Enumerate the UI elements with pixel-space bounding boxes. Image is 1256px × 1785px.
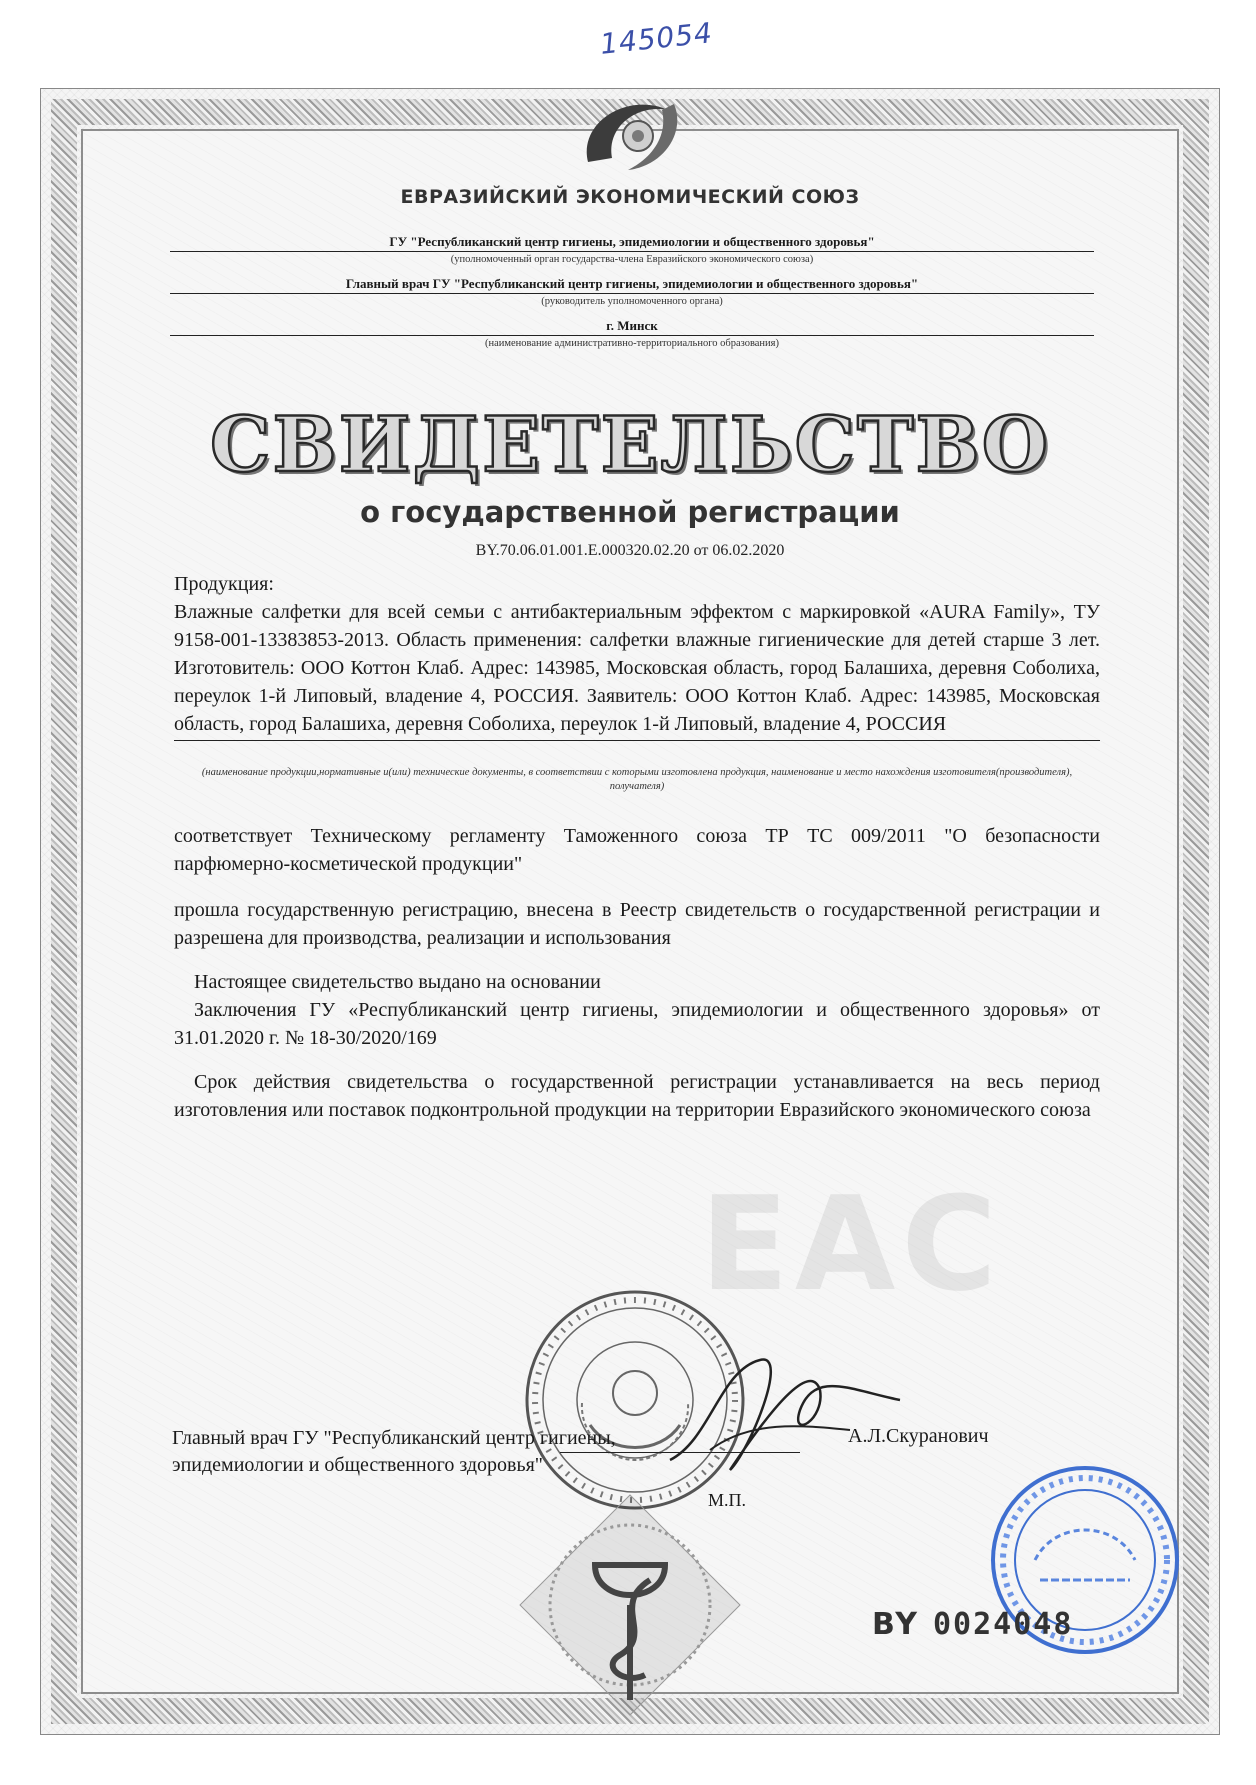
authority-head-caption: (руководитель уполномоченного органа) [541, 296, 723, 307]
product-caption: (наименование продукции,нормативные и(или) технические документы, в соответствии с которыми изготовлена продукция, наименование и место нахождения изготовителя(производителя), получателя) [201, 767, 1073, 792]
signer-position: Главный врач ГУ "Республиканский центр гигиены, эпидемиологии и общественного здоровья" [172, 1427, 616, 1476]
basis-intro: Настоящее свидетельство выдано на основании [194, 971, 601, 993]
registration-number: BY.70.06.01.001.E.000320.02.20 от 06.02.2020 [475, 542, 785, 559]
signer-name: А.Л.Скуранович [848, 1425, 989, 1447]
eaeu-logo-icon [568, 92, 694, 174]
serial-number [872, 1607, 1073, 1642]
authority-caption: (уполномоченный орган государства-члена Евразийского экономического союза) [450, 254, 814, 265]
certificate-title: СВИДЕТЕЛЬСТВО [210, 400, 1050, 489]
serial-digits: 0024048 [932, 1607, 1074, 1642]
union-name: ЕВРАЗИЙСКИЙ ЭКОНОМИЧЕСКИЙ СОЮЗ [400, 186, 860, 208]
serial-prefix: BY [872, 1607, 919, 1642]
authority-head: Главный врач ГУ "Республиканский центр гигиены, эпидемиологии и общественного здоровья" [170, 276, 1094, 294]
conformity-statement: соответствует Техническому регламенту Таможенного союза ТР ТС 009/2011 "О безопасности парфюмерно-косметической продукции" [174, 825, 1100, 875]
validity-statement: Срок действия свидетельства о государственной регистрации устанавливается на весь период изготовления или поставок подконтрольной продукции на территории Евразийского экономического союза [174, 1071, 1100, 1121]
signature-icon [650, 1330, 910, 1490]
authority-name: ГУ "Республиканский центр гигиены, эпидемиологии и общественного здоровья" [170, 234, 1094, 252]
city-caption: (наименование административно-территориального образования) [484, 338, 779, 349]
product-description: Влажные салфетки для всей семьи с антибактериальным эффектом с маркировкой «AURA Family», ТУ 9158-001-13383853-2013. Область применения: салфетки влажные гигиенические для детей старше 3 лет. Изготовитель: ООО Коттон Клаб. Адрес: 143985, Московская область, город Балашиха, деревня Соболиха, переулок 1-й Липовый, владение 4, РОССИЯ. Заявитель: ООО Коттон Клаб. Адрес: 143985, Московская область, город Балашиха, деревня Соболиха, переулок 1-й Липовый, владение 4, РОССИЯ [174, 598, 1100, 741]
registration-statement: прошла государственную регистрацию, внесена в Реестр свидетельств о государственной регистрации и разрешена для производства, реализации и использования [174, 899, 1100, 949]
stamp-place-label: М.П. [708, 1490, 747, 1510]
medical-emblem-icon [505, 1485, 755, 1725]
city-name: г. Минск [170, 318, 1094, 336]
handwritten-number: 145054 [598, 16, 715, 61]
certificate-subtitle: о государственной регистрации [360, 495, 900, 529]
product-label: Продукция: [174, 573, 274, 595]
eac-watermark: EAC [700, 1168, 1003, 1320]
basis-text: Заключения ГУ «Республиканский центр гигиены, эпидемиологии и общественного здоровья» от 31.01.2020 г. № 18-30/2020/169 [174, 999, 1100, 1049]
